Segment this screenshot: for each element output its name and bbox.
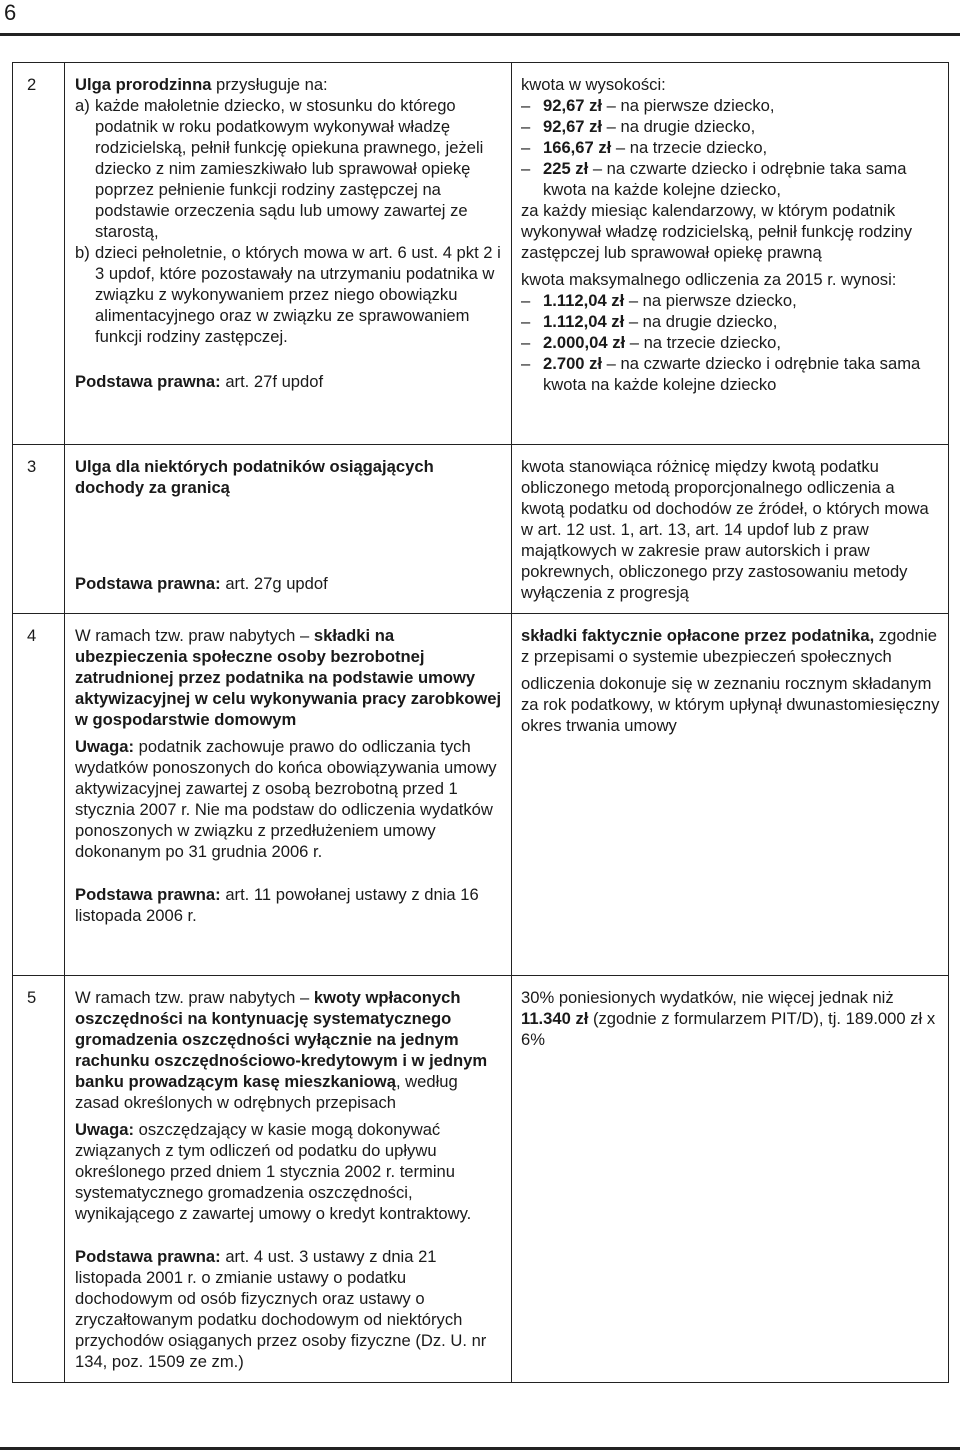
row-number: 4 (13, 614, 65, 976)
deduction-title: W ramach tzw. praw nabytych – składki na ubezpieczenia społeczne osoby bezrobotnej zatrudnionej przez podatnika na podstawie umowy aktywizacyjnej w celu wykonywania pracy zarobkowej w gospodarstwie domowym (75, 626, 502, 729)
deduction-description: Ulga prorodzinna przysługuje na: a) każde małoletnie dziecko, w stosunku do którego podatnik w roku podatkowym wykonywał władzę rodzicielską, pełnił funkcję opiekuna prawnego, jeżeli dziecko z nim zamieszkiwało lub sprawował opiekę poprzez pełnienie funkcji rodziny zastępczej na podstawie orzeczenia sądu lub umowy zawartej ze starostą, b) dzieci pełnoletnie, o których mowa w art. 6 ust. 4 pkt 2 i 3 updof, które pozostawały na utrzymaniu podatnika w związku z wykonywaniem przez niego obowiązku alimentacyjnego oraz w związku ze sprawowaniem funkcji rodziny zastępczej. Podstawa prawna: art. 27f updof (65, 63, 512, 445)
row-number: 5 (13, 976, 65, 1383)
table-row (13, 614, 949, 976)
amount-item: – 2.000,04 zł – na trzecie dziecko, (521, 333, 781, 352)
legal-basis: Podstawa prawna: art. 4 ust. 3 ustawy z dnia 21 listopada 2001 r. o zmianie ustawy o podatku dochodowym od osób fizycznych oraz ustawy o zryczałtowanym podatku dochodowym od niektórych przychodów osiąganych przez osoby fizyczne (Dz. U. nr 134, poz. 1509 ze zm.) (75, 1247, 487, 1371)
deduction-amount: kwota w wysokości: – 92,67 zł – na pierwsze dziecko, – 92,67 zł – na drugie dziecko, – 166,67 zł – na trzecie dziecko, – 225 zł – na czwarte dziecko i odrębnie taka sama kwota na każde kolejne dziecko, za każdy miesiąc kalendarzowy, w którym podatnik wykonywał władzę rodzicielską, pełnił funkcję rodziny zastępczej lub sprawował opiekę prawną kwota maksymalnego odliczenia za 2015 r. wynosi: – 1.112,04 zł – na pierwsze dziecko, – 1.112,04 zł – na drugie dziecko, – 2.000,04 zł – na trzecie dziecko, – 2.700 zł – na czwarte dziecko i odrębnie taka sama kwota na każde kolejne dziecko (512, 63, 949, 445)
amount-item: – 1.112,04 zł – na pierwsze dziecko, (521, 291, 797, 310)
row-number: 3 (13, 445, 65, 614)
table-row (13, 63, 949, 445)
note: Uwaga: oszczędzający w kasie mogą dokonywać związanych z tym odliczeń od podatku do upływu określonego przed dniem 1 stycznia 2002 r. terminu systematycznego gromadzenia oszczędności, wynikającego z zawartej umowy o kredyt kontraktowy. (75, 1120, 472, 1223)
top-rule (0, 33, 960, 36)
legal-basis: Podstawa prawna: art. 27g updof (75, 574, 328, 593)
amount-item: – 92,67 zł – na pierwsze dziecko, (521, 96, 775, 115)
legal-basis: Podstawa prawna: art. 11 powołanej ustawy z dnia 16 listopada 2006 r. (75, 885, 479, 925)
list-item: b) dzieci pełnoletnie, o których mowa w art. 6 ust. 4 pkt 2 i 3 updof, które pozostawały na utrzymaniu podatnika w związku z wykonywaniem przez niego obowiązku alimentacyjnego oraz w związku ze sprawowaniem funkcji rodziny zastępczej. (75, 243, 501, 346)
deduction-title: Ulga prorodzinna (75, 75, 212, 94)
amount-item: – 1.112,04 zł – na drugie dziecko, (521, 312, 778, 331)
deductions-table (12, 62, 949, 1383)
page-number: 6 (4, 0, 17, 25)
deduction-description (65, 445, 512, 614)
table-row (13, 445, 949, 614)
list-item: a) każde małoletnie dziecko, w stosunku do którego podatnik w roku podatkowym wykonywał władzę rodzicielską, pełnił funkcję opiekuna prawnego, jeżeli dziecko z nim zamieszkiwało lub sprawował opiekę poprzez pełnienie funkcji rodziny zastępczej na podstawie orzeczenia sądu lub umowy zawartej ze starostą, (75, 96, 484, 241)
deduction-title: W ramach tzw. praw nabytych – kwoty wpłaconych oszczędności na kontynuację systematycznego gromadzenia oszczędności wyłącznie na jednym rachunku oszczędnościowo-kredytowym i w jednym banku prowadzącym kasę mieszkaniową, według zasad określonych w odrębnych przepisach (75, 988, 488, 1112)
amount-item: – 92,67 zł – na drugie dziecko, (521, 117, 756, 136)
table-row (13, 976, 949, 1383)
note: Uwaga: podatnik zachowuje prawo do odliczania tych wydatków ponoszonych do końca obowiązywania umowy aktywizacyjnej zawartej z osobą bezrobotną przed 1 stycznia 2007 r. Nie ma podstaw do odliczenia wydatków ponoszonych w związku z przedłużeniem umowy dokonanym po 31 grudnia 2006 r. (75, 737, 497, 861)
legal-basis: Podstawa prawna: art. 27f updof (75, 372, 324, 391)
deduction-description (65, 614, 512, 976)
deduction-amount: składki faktycznie opłacone przez podatnika, zgodnie z przepisami o systemie ubezpieczeń społecznych odliczenia dokonuje się w zeznaniu rocznym składanym za rok podatkowy, w którym upłynął dwunastomiesięczny okres trwania umowy (512, 614, 949, 976)
deduction-description (65, 976, 512, 1383)
amount-item: – 225 zł – na czwarte dziecko i odrębnie taka sama kwota na każde kolejne dziecko, (521, 159, 907, 199)
deduction-amount: kwota stanowiąca różnicę między kwotą podatku obliczonego metodą proporcjonalnego odliczenia a kwotą podatku od dochodów ze źródeł, o których mowa w art. 12 ust. 1, art. 13, art. 14 updof lub z praw majątkowych w zakresie praw autorskich i praw pokrewnych, obliczonego przy zastosowaniu metody wyłączenia z progresją (512, 445, 949, 614)
bottom-rule (0, 1447, 960, 1450)
amount-item: – 2.700 zł – na czwarte dziecko i odrębnie taka sama kwota na każde kolejne dziecko (521, 354, 921, 394)
row-number: 2 (13, 63, 65, 445)
deduction-amount: 30% poniesionych wydatków, nie więcej jednak niż 11.340 zł (zgodnie z formularzem PIT/D), tj. 189.000 zł x 6% (512, 976, 949, 1383)
deduction-title: Ulga dla niektórych podatników osiągających dochody za granicą (75, 457, 434, 497)
amount-item: – 166,67 zł – na trzecie dziecko, (521, 138, 768, 157)
